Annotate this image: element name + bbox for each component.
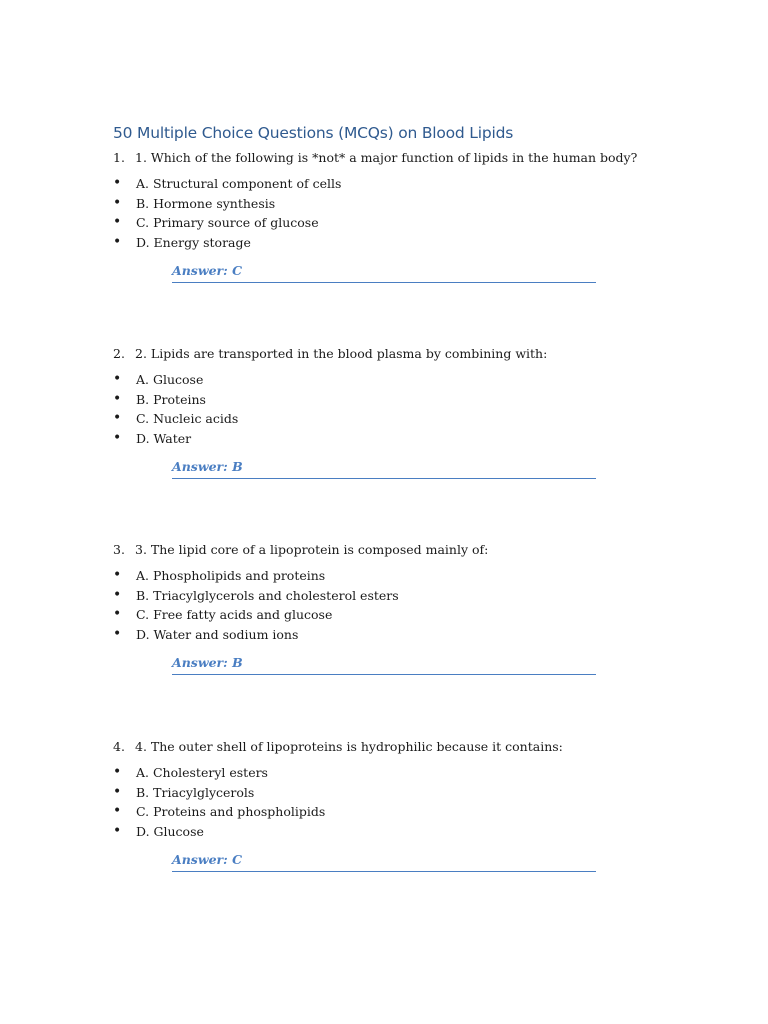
question-list-number: 3.: [113, 542, 125, 557]
bullet-icon: •: [113, 606, 122, 622]
option-text: D. Water and sodium ions: [136, 626, 299, 642]
option-item: [113, 566, 399, 586]
question-list-number: 4.: [113, 739, 125, 754]
bullet-icon: •: [113, 586, 122, 603]
option-item: [113, 802, 325, 822]
question-text: 3. The lipid core of a lipoprotein is composed mainly of:: [135, 542, 489, 557]
answer-label: Answer: B: [172, 655, 596, 675]
question-text: 4. The outer shell of lipoproteins is hydrophilic because it contains:: [135, 739, 563, 754]
bullet-icon: •: [113, 625, 122, 642]
option-item: [113, 233, 341, 253]
question-list-number: 2.: [113, 346, 125, 361]
option-text: B. Proteins: [136, 391, 206, 407]
option-text: A. Structural component of cells: [136, 176, 342, 191]
answer-label: Answer: C: [172, 852, 596, 872]
bullet-icon: •: [113, 429, 122, 446]
option-text: A. Phospholipids and proteins: [136, 568, 326, 583]
option-item: [113, 763, 325, 783]
answer-label: Answer: B: [172, 459, 596, 479]
option-text: B. Triacylglycerols and cholesterol esters: [136, 587, 399, 603]
option-list: [113, 566, 399, 644]
option-text: A. Cholesteryl esters: [136, 765, 268, 780]
option-item: [113, 174, 341, 194]
option-item: [113, 429, 238, 449]
option-list: [113, 763, 325, 841]
question-text-line: [113, 150, 637, 165]
option-item: [113, 194, 341, 214]
bullet-icon: •: [113, 214, 122, 230]
bullet-icon: •: [113, 567, 122, 583]
document-title: 50 Multiple Choice Questions (MCQs) on Blood Lipids: [113, 124, 514, 142]
bullet-icon: •: [113, 822, 122, 839]
bullet-icon: •: [113, 194, 122, 211]
bullet-icon: •: [113, 371, 122, 387]
bullet-icon: •: [113, 410, 122, 426]
bullet-icon: •: [113, 233, 122, 250]
option-text: C. Nucleic acids: [136, 411, 239, 426]
option-list: [113, 174, 341, 252]
option-item: [113, 783, 325, 803]
option-item: [113, 822, 325, 842]
question-list-number: 1.: [113, 150, 125, 165]
option-item: [113, 409, 238, 429]
option-text: C. Proteins and phospholipids: [136, 804, 326, 819]
question-text-line: [113, 542, 488, 557]
option-item: [113, 213, 341, 233]
answer-label: Answer: C: [172, 263, 596, 283]
bullet-icon: •: [113, 783, 122, 800]
option-text: B. Hormone synthesis: [136, 195, 276, 211]
question-text-line: [113, 346, 547, 361]
option-item: [113, 605, 399, 625]
option-item: [113, 370, 238, 390]
option-text: B. Triacylglycerols: [136, 784, 255, 800]
option-text: D. Glucose: [136, 823, 204, 839]
option-text: C. Free fatty acids and glucose: [136, 607, 333, 622]
question-text: 2. Lipids are transported in the blood plasma by combining with:: [135, 346, 548, 361]
question-text-line: [113, 739, 563, 754]
option-text: D. Water: [136, 430, 192, 446]
bullet-icon: •: [113, 390, 122, 407]
bullet-icon: •: [113, 803, 122, 819]
option-item: [113, 625, 399, 645]
bullet-icon: •: [113, 764, 122, 780]
bullet-icon: •: [113, 175, 122, 191]
option-item: [113, 586, 399, 606]
question-text: 1. Which of the following is *not* a major function of lipids in the human body?: [135, 150, 638, 165]
option-text: D. Energy storage: [136, 234, 251, 250]
option-text: A. Glucose: [136, 372, 204, 387]
option-text: C. Primary source of glucose: [136, 215, 319, 230]
option-item: [113, 390, 238, 410]
option-list: [113, 370, 238, 448]
